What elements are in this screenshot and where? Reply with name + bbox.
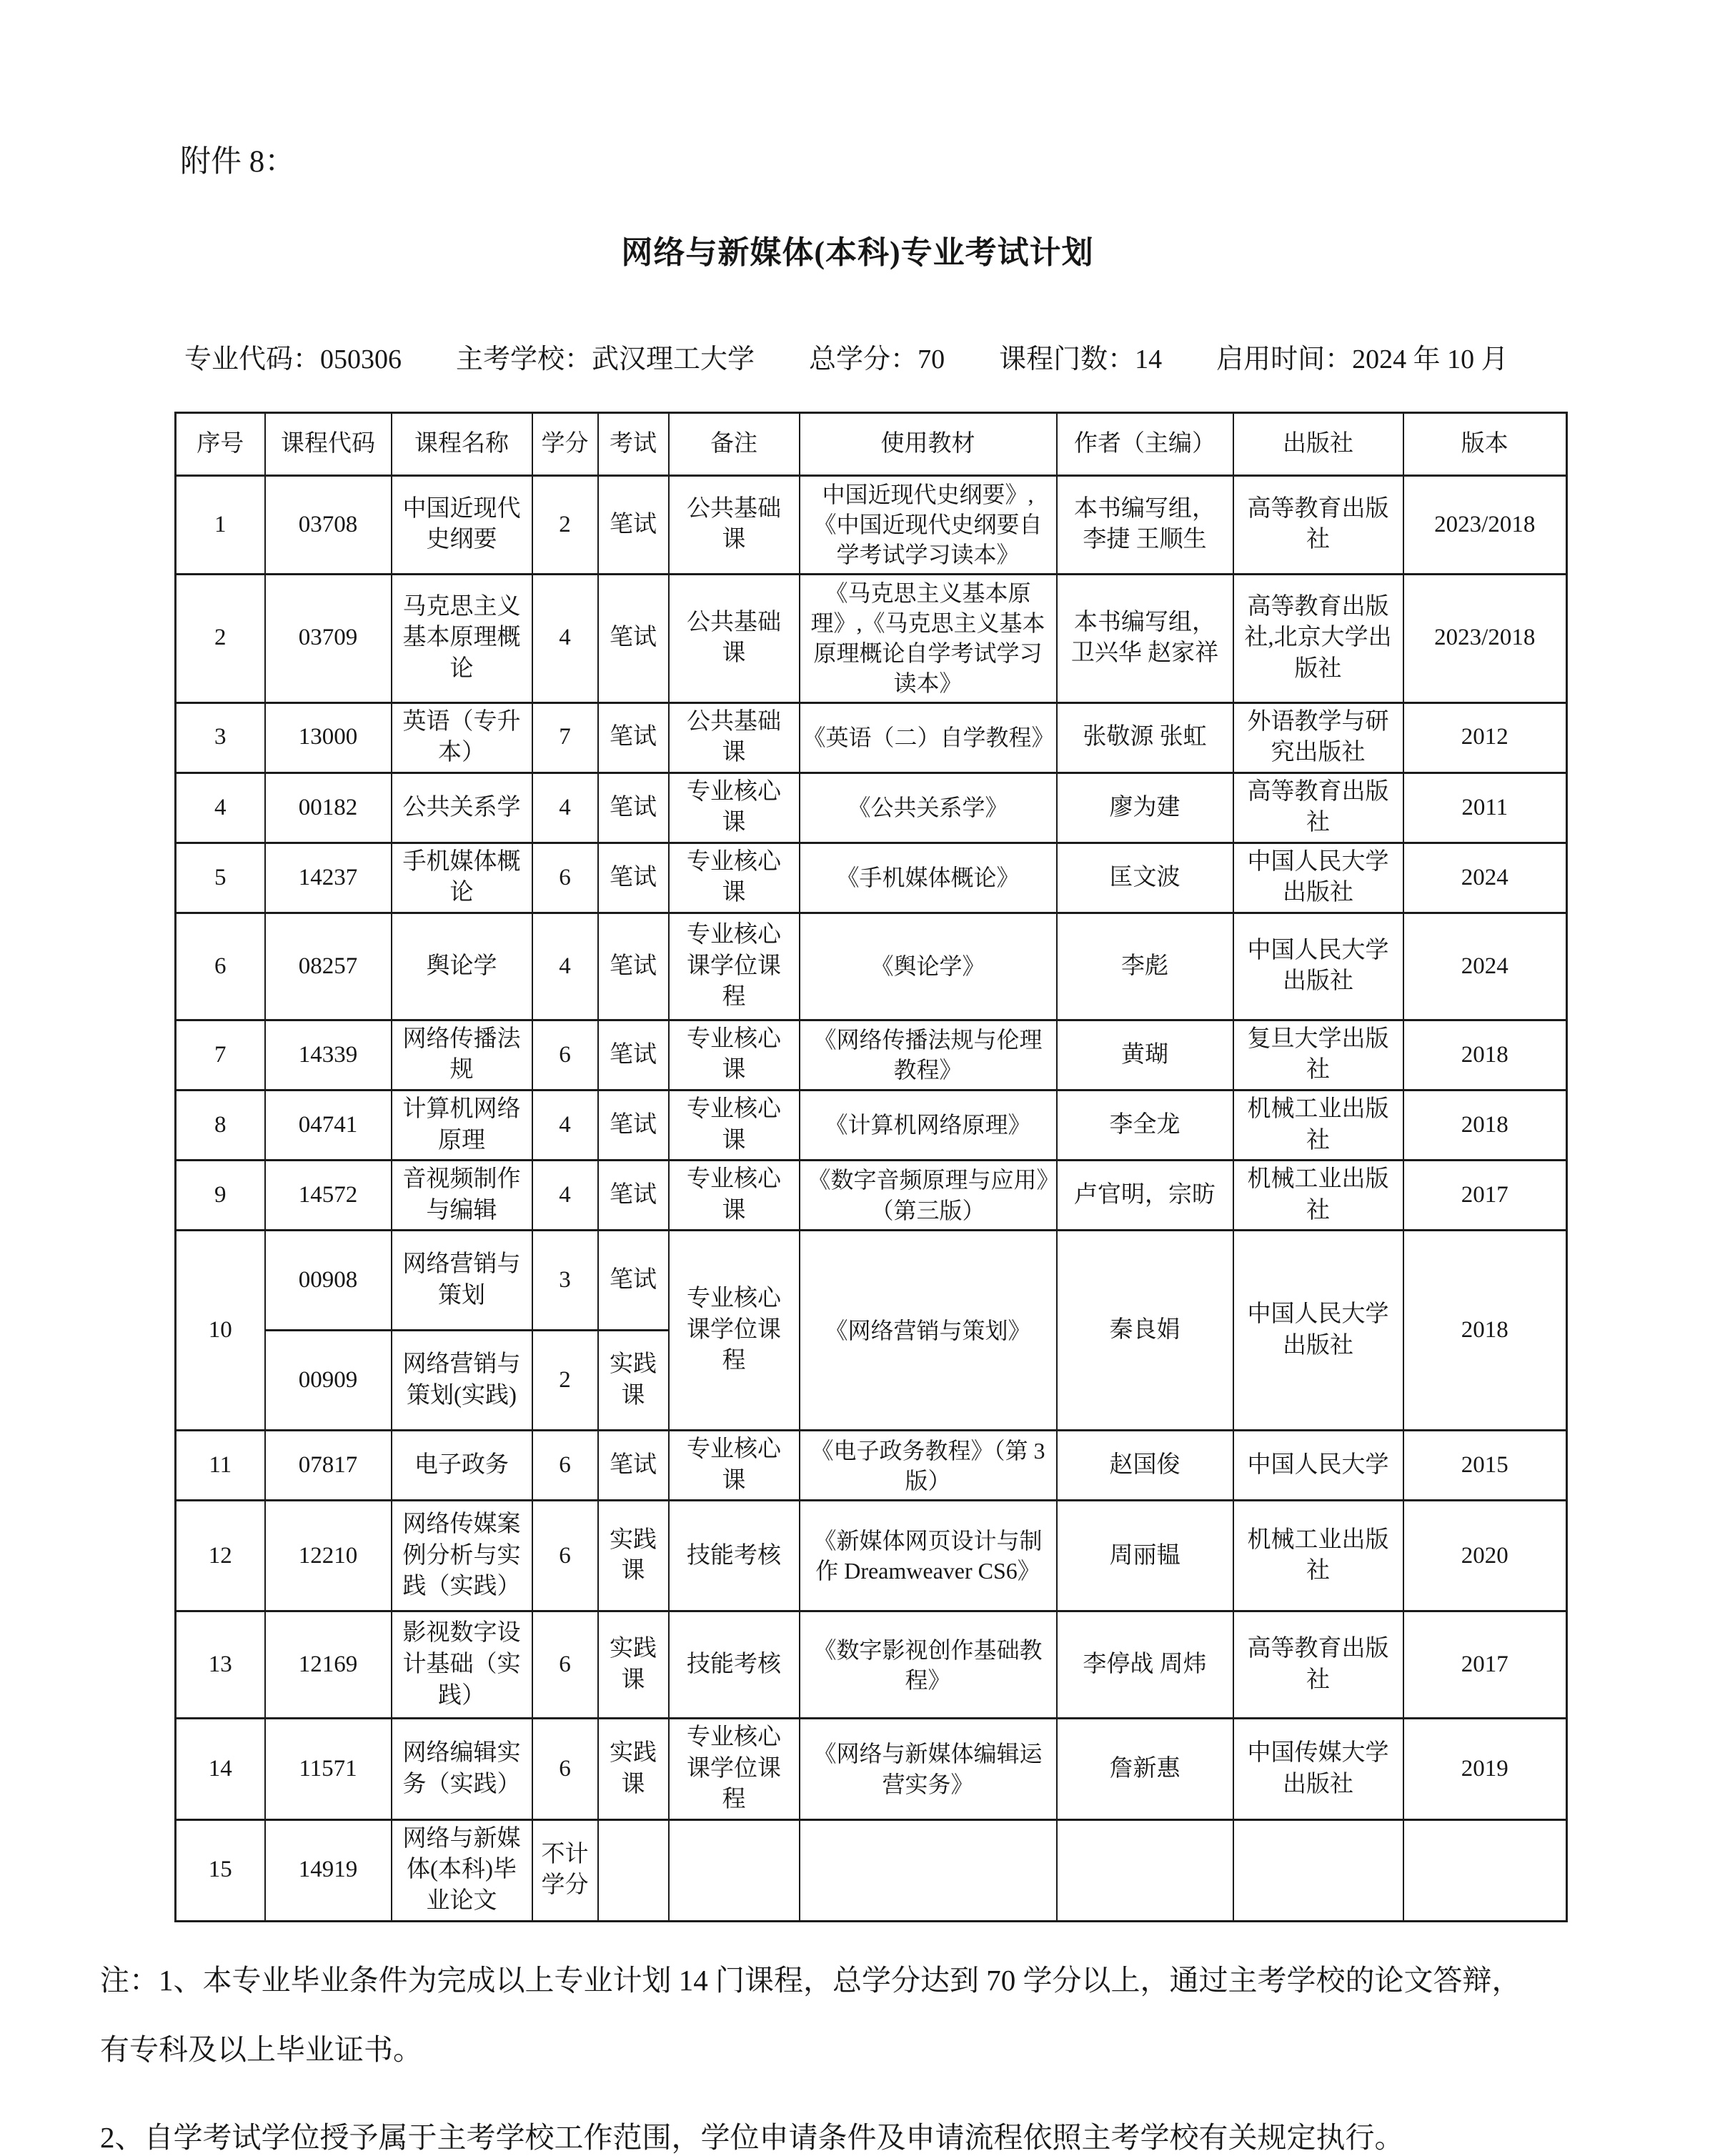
cell-author: 本书编写组，卫兴华 赵家祥 <box>1057 574 1233 702</box>
cell-name: 手机媒体概论 <box>392 843 532 913</box>
column-header-code: 课程代码 <box>265 413 392 476</box>
cell-name: 网络与新媒体(本科)毕业论文 <box>392 1819 532 1921</box>
meta-value: 14 <box>1135 344 1163 374</box>
cell-note: 公共基础课 <box>669 702 800 773</box>
cell-name: 网络营销与策划 <box>392 1231 532 1331</box>
cell-no: 8 <box>176 1091 265 1161</box>
cell-exam: 实践课 <box>598 1611 669 1719</box>
cell-no: 11 <box>176 1431 265 1501</box>
cell-name: 公共关系学 <box>392 773 532 843</box>
cell-no: 2 <box>176 574 265 702</box>
meta-label: 专业代码： <box>184 344 321 374</box>
cell-author: 匡文波 <box>1057 843 1233 913</box>
cell-exam: 笔试 <box>598 1091 669 1161</box>
column-header-exam: 考试 <box>598 413 669 476</box>
cell-exam: 笔试 <box>598 476 669 575</box>
meta-school <box>456 337 755 376</box>
cell-edition: 2020 <box>1403 1501 1567 1611</box>
cell-author: 李停战 周炜 <box>1057 1611 1233 1719</box>
cell-textbook: 《舆论学》 <box>800 913 1057 1020</box>
cell-author: 廖为建 <box>1057 773 1233 843</box>
cell-note: 专业核心课 <box>669 843 800 913</box>
cell-publisher: 中国人民大学出版社 <box>1233 843 1403 913</box>
table-row <box>176 1819 1567 1921</box>
note-line-1: 注：1、本专业毕业条件为完成以上专业计划 14 门课程，总学分达到 70 学分以上，通过主考学校的论文答辩， <box>100 1963 1521 1997</box>
cell-credits: 6 <box>532 1611 598 1719</box>
table-row <box>176 1501 1567 1611</box>
meta-row <box>184 337 1715 376</box>
cell-no: 7 <box>176 1020 265 1090</box>
cell-exam: 笔试 <box>598 1431 669 1501</box>
cell-textbook <box>800 1819 1057 1921</box>
cell-publisher <box>1233 1819 1403 1921</box>
column-header-no: 序号 <box>176 413 265 476</box>
cell-author: 李全龙 <box>1057 1091 1233 1161</box>
cell-exam: 实践课 <box>598 1719 669 1820</box>
cell-name: 中国近现代史纲要 <box>392 476 532 575</box>
meta-total-credits <box>809 337 945 376</box>
cell-exam: 笔试 <box>598 1161 669 1231</box>
cell-edition: 2017 <box>1403 1161 1567 1231</box>
cell-name: 网络传播法规 <box>392 1020 532 1090</box>
cell-credits: 6 <box>532 1020 598 1090</box>
cell-textbook: 《数字影视创作基础教程》 <box>800 1611 1057 1719</box>
cell-textbook: 《数字音频原理与应用》（第三版） <box>800 1161 1057 1231</box>
cell-edition: 2018 <box>1403 1091 1567 1161</box>
cell-publisher: 高等教育出版社 <box>1233 1611 1403 1719</box>
cell-name: 音视频制作与编辑 <box>392 1161 532 1231</box>
meta-label: 启用时间： <box>1216 344 1353 374</box>
cell-credits: 3 <box>532 1231 598 1331</box>
cell-no: 12 <box>176 1501 265 1611</box>
attachment-label: 附件 8： <box>180 145 296 179</box>
cell-exam: 笔试 <box>598 1020 669 1090</box>
cell-exam: 笔试 <box>598 1231 669 1331</box>
meta-label: 课程门数： <box>999 344 1135 374</box>
cell-textbook: 《手机媒体概论》 <box>800 843 1057 913</box>
cell-author: 秦良娟 <box>1057 1231 1233 1431</box>
meta-value: 70 <box>918 344 945 374</box>
column-header-edition: 版本 <box>1403 413 1567 476</box>
column-header-name: 课程名称 <box>392 413 532 476</box>
column-header-credits: 学分 <box>532 413 598 476</box>
cell-publisher: 高等教育出版社 <box>1233 476 1403 575</box>
table-row <box>176 574 1567 702</box>
meta-value: 050306 <box>320 344 402 374</box>
cell-no: 6 <box>176 913 265 1020</box>
cell-author: 张敬源 张虹 <box>1057 702 1233 773</box>
table-row <box>176 913 1567 1020</box>
cell-note <box>669 1819 800 1921</box>
cell-exam: 笔试 <box>598 843 669 913</box>
cell-code: 13000 <box>265 702 392 773</box>
cell-no: 1 <box>176 476 265 575</box>
meta-major-code <box>184 337 402 376</box>
cell-exam: 笔试 <box>598 702 669 773</box>
meta-start-date <box>1216 337 1508 376</box>
cell-code: 12169 <box>265 1611 392 1719</box>
cell-credits: 4 <box>532 1161 598 1231</box>
cell-code: 07817 <box>265 1431 392 1501</box>
cell-code: 14339 <box>265 1020 392 1090</box>
cell-no: 5 <box>176 843 265 913</box>
cell-code: 14237 <box>265 843 392 913</box>
cell-code: 00908 <box>265 1231 392 1331</box>
table-row <box>176 773 1567 843</box>
cell-publisher: 机械工业出版社 <box>1233 1161 1403 1231</box>
cell-no: 15 <box>176 1819 265 1921</box>
cell-credits: 4 <box>532 913 598 1020</box>
cell-edition: 2024 <box>1403 913 1567 1020</box>
table-row <box>176 1431 1567 1501</box>
cell-name: 电子政务 <box>392 1431 532 1501</box>
cell-credits: 2 <box>532 1331 598 1431</box>
cell-publisher: 复旦大学出版社 <box>1233 1020 1403 1090</box>
cell-note: 专业核心课 <box>669 1091 800 1161</box>
cell-textbook: 《电子政务教程》（第 3 版） <box>800 1431 1057 1501</box>
cell-no: 13 <box>176 1611 265 1719</box>
cell-author: 黄瑚 <box>1057 1020 1233 1090</box>
cell-edition: 2024 <box>1403 843 1567 913</box>
cell-name: 计算机网络原理 <box>392 1091 532 1161</box>
cell-edition: 2023/2018 <box>1403 574 1567 702</box>
cell-note: 专业核心课 <box>669 1020 800 1090</box>
cell-exam: 笔试 <box>598 773 669 843</box>
cell-edition: 2015 <box>1403 1431 1567 1501</box>
cell-credits: 4 <box>532 574 598 702</box>
cell-note: 专业核心课学位课程 <box>669 1719 800 1820</box>
cell-credits: 2 <box>532 476 598 575</box>
cell-no: 3 <box>176 702 265 773</box>
meta-course-count <box>999 337 1162 376</box>
cell-exam: 实践课 <box>598 1331 669 1431</box>
cell-textbook: 《马克思主义基本原理》,《马克思主义基本原理概论自学考试学习读本》 <box>800 574 1057 702</box>
cell-exam <box>598 1819 669 1921</box>
cell-author: 本书编写组，李捷 王顺生 <box>1057 476 1233 575</box>
column-header-author: 作者（主编） <box>1057 413 1233 476</box>
cell-edition: 2011 <box>1403 773 1567 843</box>
note-line-3: 2、自学考试学位授予属于主考学校工作范围，学位申请条件及申请流程依照主考学校有关规定执行。 <box>100 2121 1404 2155</box>
header-row <box>176 413 1567 476</box>
cell-name: 网络编辑实务（实践） <box>392 1719 532 1820</box>
cell-note: 专业核心课 <box>669 1431 800 1501</box>
table-row <box>176 1020 1567 1090</box>
cell-code: 04741 <box>265 1091 392 1161</box>
cell-author: 詹新惠 <box>1057 1719 1233 1820</box>
cell-name: 网络营销与策划(实践) <box>392 1331 532 1431</box>
cell-no: 10 <box>176 1231 265 1431</box>
cell-author: 卢官明，宗昉 <box>1057 1161 1233 1231</box>
cell-publisher: 高等教育出版社 <box>1233 773 1403 843</box>
column-header-textbook: 使用教材 <box>800 413 1057 476</box>
cell-edition <box>1403 1819 1567 1921</box>
meta-label: 总学分： <box>809 344 918 374</box>
cell-publisher: 中国人民大学 <box>1233 1431 1403 1501</box>
cell-textbook: 《新媒体网页设计与制作 Dreamweaver CS6》 <box>800 1501 1057 1611</box>
cell-name: 舆论学 <box>392 913 532 1020</box>
cell-publisher: 机械工业出版社 <box>1233 1501 1403 1611</box>
cell-edition: 2018 <box>1403 1020 1567 1090</box>
cell-publisher: 机械工业出版社 <box>1233 1091 1403 1161</box>
cell-publisher: 中国传媒大学出版社 <box>1233 1719 1403 1820</box>
cell-textbook: 《网络传播法规与伦理教程》 <box>800 1020 1057 1090</box>
cell-name: 马克思主义基本原理概论 <box>392 574 532 702</box>
column-header-publisher: 出版社 <box>1233 413 1403 476</box>
table-row <box>176 1161 1567 1231</box>
cell-code: 00182 <box>265 773 392 843</box>
note-line-2: 有专科及以上毕业证书。 <box>100 2032 422 2066</box>
cell-edition: 2012 <box>1403 702 1567 773</box>
cell-name: 影视数字设计基础（实践） <box>392 1611 532 1719</box>
cell-credits: 不计学分 <box>532 1819 598 1921</box>
cell-note: 公共基础课 <box>669 574 800 702</box>
cell-textbook: 《网络营销与策划》 <box>800 1231 1057 1431</box>
cell-publisher: 高等教育出版社,北京大学出版社 <box>1233 574 1403 702</box>
cell-code: 11571 <box>265 1719 392 1820</box>
table-row <box>176 1719 1567 1820</box>
cell-author: 李彪 <box>1057 913 1233 1020</box>
table-row <box>176 702 1567 773</box>
cell-exam: 笔试 <box>598 913 669 1020</box>
cell-note: 专业核心课学位课程 <box>669 913 800 1020</box>
cell-note: 专业核心课学位课程 <box>669 1231 800 1431</box>
cell-credits: 6 <box>532 1431 598 1501</box>
table-row <box>176 1231 1567 1331</box>
cell-edition: 2023/2018 <box>1403 476 1567 575</box>
cell-code: 00909 <box>265 1331 392 1431</box>
footnotes <box>100 1962 1622 2156</box>
cell-credits: 7 <box>532 702 598 773</box>
cell-code: 14919 <box>265 1819 392 1921</box>
cell-publisher: 外语教学与研究出版社 <box>1233 702 1403 773</box>
cell-note: 公共基础课 <box>669 476 800 575</box>
course-plan-table <box>174 412 1568 1922</box>
cell-textbook: 中国近现代史纲要》,《中国近现代史纲要自学考试学习读本》 <box>800 476 1057 575</box>
cell-name: 网络传媒案例分析与实践（实践） <box>392 1501 532 1611</box>
cell-author: 赵国俊 <box>1057 1431 1233 1501</box>
cell-code: 03708 <box>265 476 392 575</box>
cell-credits: 6 <box>532 1719 598 1820</box>
cell-no: 9 <box>176 1161 265 1231</box>
meta-label: 主考学校： <box>456 344 592 374</box>
cell-no: 4 <box>176 773 265 843</box>
table-row <box>176 476 1567 575</box>
cell-code: 12210 <box>265 1501 392 1611</box>
cell-note: 技能考核 <box>669 1611 800 1719</box>
cell-no: 14 <box>176 1719 265 1820</box>
cell-exam: 实践课 <box>598 1501 669 1611</box>
cell-edition: 2017 <box>1403 1611 1567 1719</box>
cell-name: 英语（专升本） <box>392 702 532 773</box>
cell-credits: 6 <box>532 843 598 913</box>
cell-note: 专业核心课 <box>669 1161 800 1231</box>
table-row <box>176 1611 1567 1719</box>
cell-note: 技能考核 <box>669 1501 800 1611</box>
cell-textbook: 《计算机网络原理》 <box>800 1091 1057 1161</box>
cell-publisher: 中国人民大学出版社 <box>1233 1231 1403 1431</box>
cell-author <box>1057 1819 1233 1921</box>
meta-value: 武汉理工大学 <box>592 344 755 374</box>
cell-author: 周丽韫 <box>1057 1501 1233 1611</box>
meta-value: 2024 年 10 月 <box>1352 344 1508 374</box>
cell-credits: 4 <box>532 773 598 843</box>
cell-edition: 2019 <box>1403 1719 1567 1820</box>
cell-textbook: 《英语（二）自学教程》 <box>800 702 1057 773</box>
table-row <box>176 1091 1567 1161</box>
cell-note: 专业核心课 <box>669 773 800 843</box>
cell-edition: 2018 <box>1403 1231 1567 1431</box>
cell-code: 14572 <box>265 1161 392 1231</box>
cell-textbook: 《网络与新媒体编辑运营实务》 <box>800 1719 1057 1820</box>
table-row <box>176 843 1567 913</box>
cell-credits: 6 <box>532 1501 598 1611</box>
cell-exam: 笔试 <box>598 574 669 702</box>
page-title: 网络与新媒体(本科)专业考试计划 <box>621 235 1094 270</box>
cell-textbook: 《公共关系学》 <box>800 773 1057 843</box>
cell-code: 03709 <box>265 574 392 702</box>
cell-code: 08257 <box>265 913 392 1020</box>
column-header-note: 备注 <box>669 413 800 476</box>
cell-publisher: 中国人民大学出版社 <box>1233 913 1403 1020</box>
cell-credits: 4 <box>532 1091 598 1161</box>
